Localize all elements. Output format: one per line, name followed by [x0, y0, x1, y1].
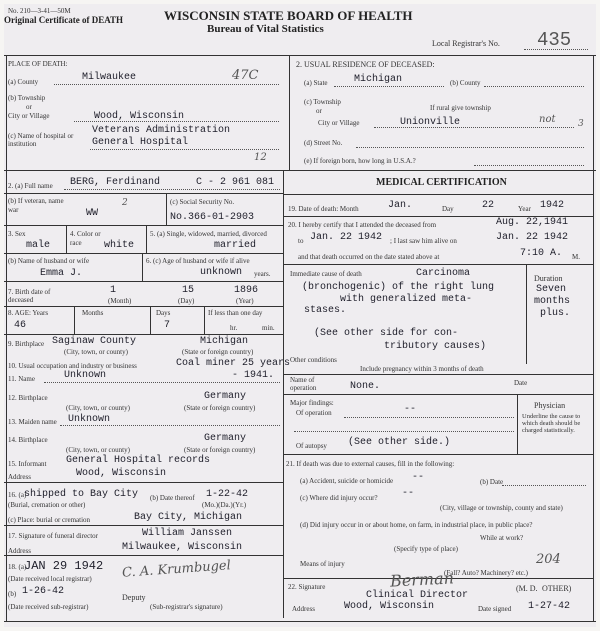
- means-label: Means of injury: [300, 560, 345, 568]
- burial-date-label: (b) Date thereof: [150, 494, 195, 502]
- county-label: (a) County: [8, 78, 39, 86]
- external-label: 21. If death was due to external causes, fill in the following:: [286, 460, 455, 468]
- filed-b-label: (b): [8, 590, 17, 598]
- cause-line-4: stases.: [304, 305, 347, 316]
- director-label: 17. Signature of funeral director: [8, 532, 98, 540]
- other-conditions-label: Other conditions: [290, 356, 337, 364]
- other-label: OTHER): [542, 584, 572, 593]
- birth-month-sub: (Month): [108, 297, 132, 305]
- last-saw: Jan. 22 1942: [496, 232, 569, 243]
- m-label: M.: [572, 253, 580, 261]
- col-divider-top: [289, 55, 290, 170]
- informant-label: 15. Informant: [8, 460, 47, 468]
- date-signed: 1-27-42: [528, 601, 571, 612]
- sig-address-label: Address: [292, 605, 315, 613]
- age-days: 7: [164, 320, 171, 331]
- operation-date-label: Date: [514, 379, 528, 387]
- signature-label: 22. Signature: [288, 583, 326, 591]
- occupation-value: Coal miner 25 years: [176, 358, 291, 369]
- death-date-label: 19. Date of death: Month: [288, 205, 359, 213]
- form-number: No. 210—3-41—50M: [8, 7, 71, 15]
- res-county-label: (b) County: [450, 79, 481, 87]
- burial-value: shipped to Bay City: [24, 489, 139, 500]
- ss-label: (c) Social Security No.: [170, 198, 235, 206]
- last-saw-label: ; I last saw him alive on: [390, 237, 457, 245]
- city-value: Wood, Wisconsin: [94, 111, 185, 122]
- immediate-label: Immediate cause of death: [290, 270, 362, 278]
- sex-value: male: [26, 240, 51, 251]
- of-operation-label: Of operation: [296, 409, 332, 417]
- spouse-age-value: unknown: [200, 267, 243, 278]
- where-label: (c) Where did injury occur?: [300, 494, 378, 502]
- fullname-value: BERG, Ferdinand: [70, 177, 161, 188]
- operation-label: Name of operation: [290, 376, 317, 392]
- death-year-label: Year: [518, 205, 531, 213]
- birth-month: 1: [110, 285, 117, 296]
- birth-date-label: 7. Birth date of deceased: [8, 288, 51, 304]
- duration-3: plus.: [540, 308, 571, 319]
- date-signed-label: Date signed: [478, 605, 512, 613]
- street-label: (d) Street No.: [304, 139, 343, 147]
- min-label: min.: [262, 324, 275, 332]
- county-value: Milwaukee: [82, 72, 137, 83]
- burial-sub: (Burial, cremation or other): [8, 501, 86, 509]
- county-code: 47C: [232, 68, 259, 83]
- spouse-age-label: 6. (c) Age of husband or wife if alive: [146, 257, 250, 265]
- fbp-state-sub: (State or foreign country): [184, 404, 256, 412]
- burial-date-sub: (Mo.)(Da.)(Yr.): [202, 501, 247, 509]
- race-value: white: [104, 240, 135, 251]
- lessday-label: If less than one day: [208, 309, 263, 317]
- certificate-title: Original Certificate of DEATH: [4, 15, 124, 25]
- age-months-label: Months: [82, 309, 104, 317]
- accident-dash: --: [412, 472, 425, 483]
- age-label: 8. AGE: Years: [8, 309, 49, 317]
- marital-value: married: [214, 240, 257, 251]
- margin-note-12: 12: [254, 152, 267, 163]
- cause-line-6: tributory causes): [384, 341, 487, 352]
- birth-year-sub: (Year): [236, 297, 254, 305]
- attended-from: Aug. 22,1941: [496, 217, 569, 228]
- registrar-number: 435: [537, 29, 572, 51]
- death-time: 7:10 A.: [520, 248, 563, 259]
- specify-label: (Specify type of place): [394, 545, 458, 553]
- medcert-title: MEDICAL CERTIFICATION: [376, 177, 507, 188]
- filed-sub-date: 1-26-42: [22, 586, 65, 597]
- attended-label: 20. I hereby certify that I attended the deceased from: [288, 221, 437, 229]
- fullname-label: 2. (a) Full name: [8, 182, 53, 190]
- attended-to: Jan. 22 1942: [310, 232, 383, 243]
- accident-label: (a) Accident, suicide or homicide: [300, 477, 394, 485]
- cause-line-3: with generalized meta-: [340, 294, 473, 305]
- left-border: [6, 55, 7, 621]
- pregnancy-label: Include pregnancy within 3 months of death: [360, 365, 484, 373]
- occupation-label: 10. Usual occupation and industry or business: [8, 362, 137, 370]
- ss-value: No.366-01-2903: [170, 212, 255, 223]
- father-label: 11. Name: [8, 375, 35, 383]
- city-label: City or Village: [8, 112, 50, 120]
- sig-address: Wood, Wisconsin: [344, 601, 435, 612]
- res-state-label: (a) State: [304, 79, 328, 87]
- margin-note-3: 3: [578, 119, 584, 129]
- duration-label: Duration: [534, 274, 563, 283]
- informant-value: General Hospital records: [66, 455, 211, 466]
- birthplace-city: Saginaw County: [52, 336, 137, 347]
- mother-label: 13. Maiden name: [8, 418, 57, 426]
- hospital-line-1: Veterans Administration: [92, 125, 231, 136]
- burial-label: 16. (a): [8, 491, 27, 499]
- top-rule: [4, 55, 596, 56]
- findings-label: Major findings:: [290, 399, 334, 407]
- signer-title: Clinical Director: [366, 590, 469, 601]
- operation-value: None.: [350, 381, 381, 392]
- physician-label: Physician: [534, 401, 566, 410]
- findings-operation-dash: --: [404, 404, 417, 415]
- board-title: WISCONSIN STATE BOARD OF HEALTH: [164, 8, 413, 23]
- hospital-label: (c) Name of hospital or institution: [8, 132, 74, 148]
- cause-line-1: Carcinoma: [416, 268, 471, 279]
- while-work-label: While at work?: [480, 534, 524, 542]
- father-value: Unknown: [64, 370, 107, 381]
- hr-label: hr.: [230, 324, 238, 332]
- veteran-value: WW: [86, 208, 99, 219]
- birth-day-sub: (Day): [178, 297, 195, 305]
- years-label: years.: [254, 270, 271, 278]
- sex-label: 3. Sex: [8, 230, 26, 238]
- bp-state-sub: (State or foreign country): [182, 348, 254, 356]
- father-bp-value: Germany: [204, 391, 247, 402]
- ext-date-label: (b) Date: [480, 478, 504, 486]
- res-city-note: not: [539, 114, 556, 125]
- duration-2: months: [534, 296, 571, 307]
- margin-note-2: 2: [122, 198, 128, 208]
- filed-sub2: (Date received sub-registrar): [8, 603, 89, 611]
- burial-place-label: (c) Place: burial or cremation: [8, 516, 91, 524]
- place-of-death-label: PLACE OF DEATH:: [8, 60, 68, 68]
- cause-line-5: (See other side for con-: [314, 328, 459, 339]
- home-label: (d) Did injury occur in or about home, on farm, in industrial place, in public place?: [300, 521, 533, 529]
- bureau-title: Bureau of Vital Statistics: [207, 23, 324, 35]
- death-day-label: Day: [442, 205, 454, 213]
- physician-signature: Berman: [389, 568, 455, 591]
- director-addr: Milwaukee, Wisconsin: [122, 542, 243, 553]
- corner-scrawl: 204: [536, 552, 561, 567]
- father-bp-label: 12. Birthplace: [8, 394, 48, 402]
- where-dash: --: [402, 488, 415, 499]
- death-certificate: [4, 4, 596, 627]
- death-year: 1942: [540, 200, 565, 211]
- foreign-label: (e) If foreign born, how long in U.S.A.?: [304, 157, 416, 165]
- section-rule: [4, 170, 596, 171]
- director-value: William Janssen: [142, 528, 233, 539]
- cause-line-2: (bronchogenic) of the right lung: [302, 282, 495, 293]
- bp-city-sub: (City, town, or county): [64, 348, 128, 356]
- mother-value: Unknown: [68, 414, 111, 425]
- res-city-label: City or Village: [318, 119, 360, 127]
- director-addr-label: Address: [8, 547, 31, 555]
- attended-to-label: to: [298, 237, 304, 245]
- registrar-label: Local Registrar's No.: [432, 39, 500, 48]
- filed-sub: (Date received local registrar): [8, 575, 92, 583]
- rural-label: If rural give township: [430, 104, 491, 112]
- birthplace-state: Michigan: [200, 336, 249, 347]
- fbp-city-sub: (City, town, or county): [66, 404, 130, 412]
- race-label: 4. Color or race: [70, 230, 101, 247]
- veteran-label: (b) If veteran, name war: [8, 197, 64, 214]
- deputy-signature: C. A. Krumbugel: [121, 558, 232, 581]
- birthplace-label: 9. Birthplace: [8, 340, 45, 348]
- of-autopsy-label: Of autopsy: [296, 442, 327, 450]
- mbp-state-sub: (State or foreign country): [184, 446, 256, 454]
- filed-stamp: JAN 29 1942: [24, 559, 104, 573]
- informant-addr-label: Address: [8, 473, 31, 481]
- autopsy-value: (See other side.): [348, 437, 451, 448]
- physician-note: Underline the cause to which death should be charged statistically.: [522, 413, 581, 434]
- deputy-label: Deputy: [122, 593, 146, 602]
- age-years: 46: [14, 320, 27, 331]
- filed-label: 18. (a): [8, 563, 27, 571]
- res-city-value: Unionville: [400, 117, 461, 128]
- burial-date: 1-22-42: [206, 489, 249, 500]
- residence-label: 2. USUAL RESIDENCE OF DECEASED:: [296, 60, 435, 69]
- fall-label: (Fall? Auto? Machinery? etc.): [444, 569, 528, 577]
- res-state-value: Michigan: [354, 74, 403, 85]
- duration-1: Seven: [536, 284, 567, 295]
- death-day: 22: [482, 200, 495, 211]
- res-township-label: (c) Township: [304, 98, 341, 106]
- informant-addr-value: Wood, Wisconsin: [76, 468, 167, 479]
- md-label: (M. D.: [516, 584, 538, 593]
- age-days-label: Days: [156, 309, 171, 317]
- marital-label: 5. (a) Single, widowed, married, divorced: [150, 230, 267, 238]
- where-sub: (City, village or township, county and state): [440, 504, 563, 512]
- right-border: [593, 55, 594, 621]
- claim-number: C - 2 961 081: [196, 177, 275, 188]
- township-label: (b) Township: [8, 94, 46, 102]
- res-or-label: or: [316, 107, 322, 115]
- birth-year: 1896: [234, 285, 259, 296]
- burial-place: Bay City, Michigan: [134, 512, 243, 523]
- mbp-city-sub: (City, town, or county): [66, 446, 130, 454]
- hospital-line-2: General Hospital: [92, 137, 189, 148]
- or-label: or: [26, 103, 32, 111]
- spouse-value: Emma J.: [40, 268, 83, 279]
- mother-bp-value: Germany: [204, 433, 247, 444]
- bottom-rule: [4, 621, 596, 622]
- death-occurred-label: and that death occurred on the date stated above at: [298, 253, 440, 261]
- spouse-label: (b) Name of husband or wife: [8, 257, 90, 265]
- occupation-value-2: - 1941.: [232, 370, 275, 381]
- death-month: Jan.: [388, 200, 413, 211]
- birth-day: 15: [182, 285, 195, 296]
- mother-bp-label: 14. Birthplace: [8, 436, 48, 444]
- deputy-sub: (Sub-registrar's signature): [150, 603, 223, 611]
